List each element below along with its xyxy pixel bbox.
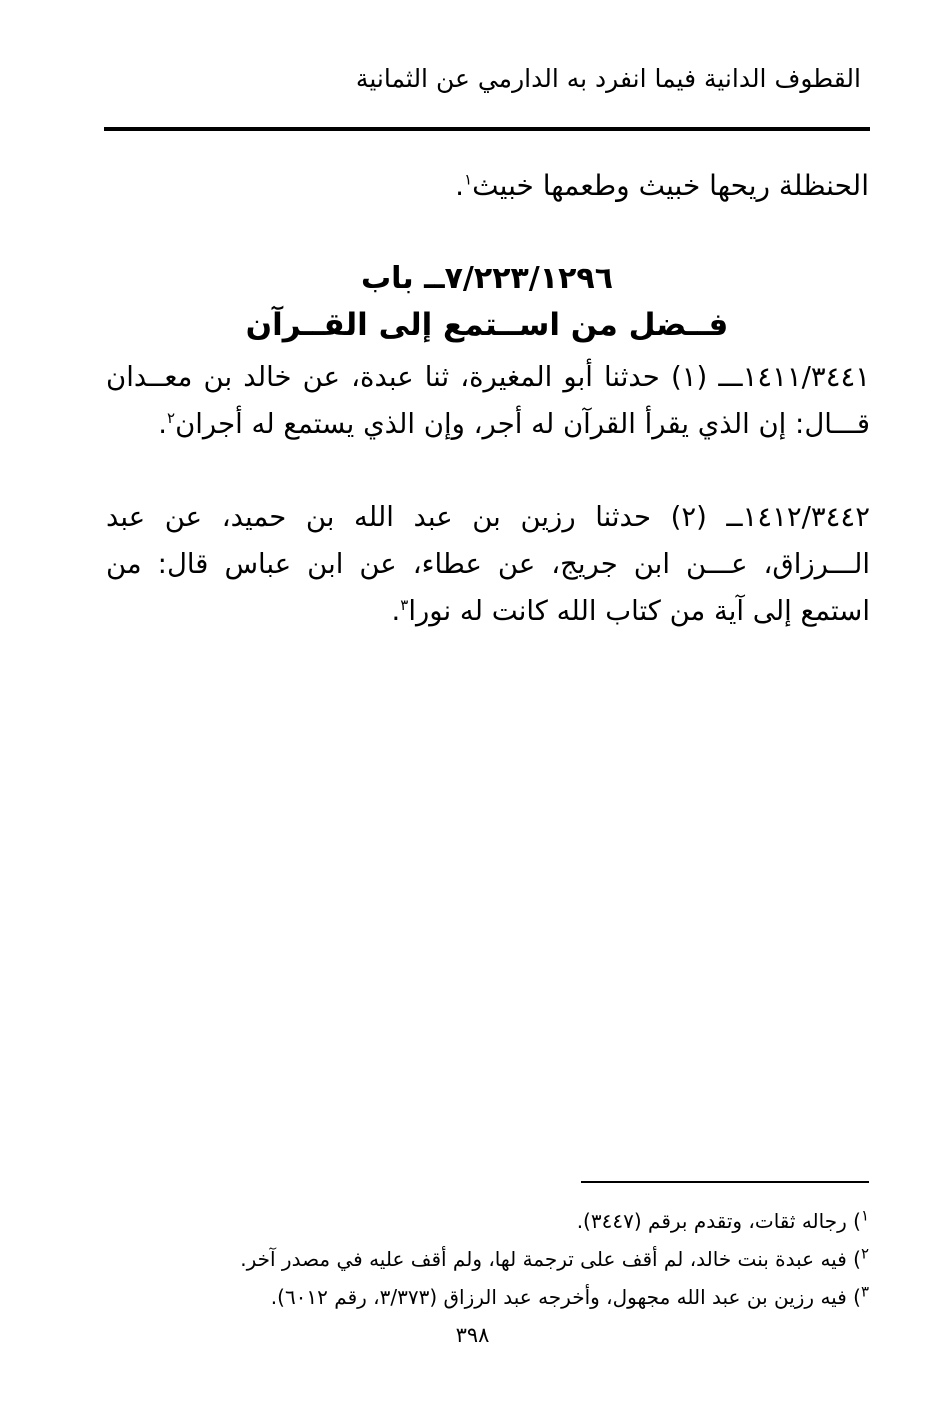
footnote-text: ) فيه عبدة بنت خالد، لم أقف على ترجمة لها، ولم أقف عليه في مصدر آخر.	[240, 1247, 861, 1271]
header-divider	[104, 127, 870, 131]
running-header-title: القطوف الدانية فيما انفرد به الدارمي عن الثمانية	[355, 64, 861, 93]
footnote-reference: ٣	[400, 595, 409, 614]
page-number: ٣٩٨	[455, 1323, 490, 1347]
footnote-marker: ١	[860, 1206, 869, 1225]
chapter-title: فــضل من اســتمع إلى القــرآن	[245, 307, 729, 343]
hadith-entry	[106, 494, 870, 635]
continuation-text: الحنظلة ريحها خبيث وطعمها خبيث	[472, 169, 869, 202]
footnote-reference: ٢	[167, 408, 176, 427]
footnote	[109, 1240, 869, 1278]
hadith-text: ١٤١٢/٣٤٤٢ــ (٢) حدثنا رزين بن عبد الله بن حميد، عن عبد الـــرزاق، عـــن ابن جريج، عن عطاء، عن ابن عباس قال: من استمع إلى آية من كتاب الله كانت له نورا	[106, 501, 870, 627]
footnote-marker: ٢	[860, 1244, 869, 1263]
hadith-period: .	[158, 408, 167, 440]
footnote-text: ) فيه رزين بن عبد الله مجهول، وأخرجه عبد الرزاق (٣/٣٧٣، رقم ٦٠١٢).	[270, 1285, 861, 1309]
chapter-number: ٧/٢٢٣/١٢٩٦ــ باب	[360, 261, 614, 296]
hadith-period: .	[391, 595, 401, 627]
hadith-text: ١٤١١/٣٤٤١ـــ (١) حدثنا أبو المغيرة، ثنا عبدة، عن خالد بن معــدان قـــال: إن الذي يقرأ القرآن له أجر، وإن الذي يستمع له أجران	[106, 361, 871, 440]
hadith-entry	[106, 354, 870, 448]
footnote-divider	[581, 1181, 869, 1183]
continuation-period: .	[455, 169, 465, 202]
footnote	[109, 1278, 869, 1316]
chapter-heading	[104, 256, 870, 348]
previous-text-continuation	[109, 166, 869, 206]
footnote-reference: ١	[464, 170, 473, 189]
footnote	[109, 1202, 869, 1240]
footnote-text: ) رجاله ثقات، وتقدم برقم (٣٤٤٧).	[576, 1209, 861, 1233]
footnote-marker: ٣	[860, 1282, 869, 1301]
footnotes-section	[109, 1202, 869, 1316]
